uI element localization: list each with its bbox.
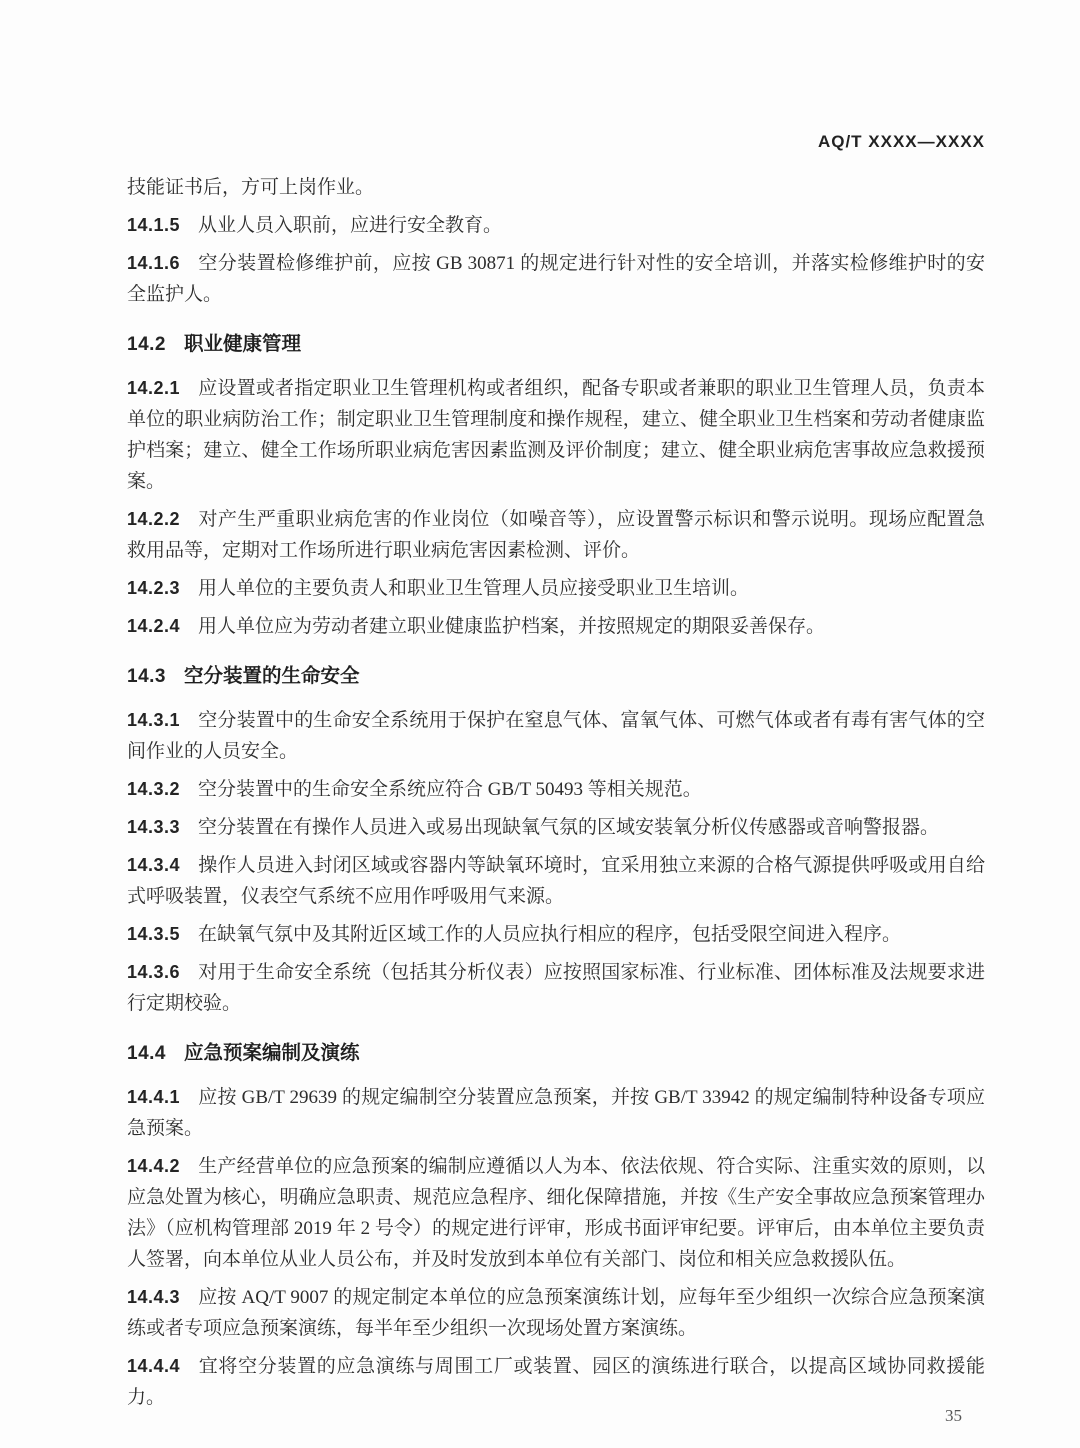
clause-text: 在缺氧气氛中及其附近区域工作的人员应执行相应的程序，包括受限空间进入程序。	[198, 924, 902, 945]
section-title: 空分装置的生命安全	[183, 665, 360, 687]
continuation-paragraph	[127, 172, 985, 203]
clause-14-3-4	[127, 850, 985, 912]
section-heading-14-4	[127, 1039, 985, 1068]
clause-number: 14.2.1	[127, 378, 181, 398]
clause-number: 14.2.2	[127, 509, 181, 529]
clause-number: 14.3.6	[127, 962, 181, 982]
clause-text: 应按 GB/T 29639 的规定编制空分装置应急预案，并按 GB/T 33942 的规定编制特种设备专项应急预案。	[127, 1087, 985, 1139]
clause-14-2-1	[127, 373, 985, 497]
clause-text: 对用于生命安全系统（包括其分析仪表）应按照国家标准、行业标准、团体标准及法规要求进行定期校验。	[127, 962, 985, 1014]
section-number: 14.3	[127, 666, 166, 687]
clause-14-4-1	[127, 1082, 985, 1144]
clause-text: 生产经营单位的应急预案的编制应遵循以人为本、依法依规、符合实际、注重实效的原则，以应急处置为核心，明确应急职责、规范应急程序、细化保障措施，并按《生产安全事故应急预案管理办法》（应机构管理部 2019 年 2 号令）的规定进行评审，形成书面评审纪要。评审后，由本单位主要负责人签署，向本单位从业人员公布，并及时发放到本单位有关部门、岗位和相关应急救援队伍。	[127, 1156, 985, 1270]
clause-14-3-1	[127, 705, 985, 767]
clause-text: 操作人员进入封闭区域或容器内等缺氧环境时，宜采用独立来源的合格气源提供呼吸或用自给式呼吸装置，仪表空气系统不应用作呼吸用气来源。	[127, 855, 985, 907]
clause-number: 14.2.4	[127, 616, 181, 636]
clause-14-2-3	[127, 573, 985, 604]
clause-number: 14.3.5	[127, 924, 181, 944]
clause-14-4-4	[127, 1351, 985, 1413]
paragraph-text: 技能证书后，方可上岗作业。	[127, 177, 375, 198]
clause-14-3-3	[127, 812, 985, 843]
clause-14-4-2	[127, 1151, 985, 1275]
clause-text: 宜将空分装置的应急演练与周围工厂或装置、园区的演练进行联合，以提高区域协同救援能力。	[127, 1356, 985, 1408]
section-title: 应急预案编制及演练	[183, 1042, 360, 1064]
clause-text: 空分装置中的生命安全系统用于保护在窒息气体、富氧气体、可燃气体或者有毒有害气体的空间作业的人员安全。	[127, 710, 985, 762]
section-title: 职业健康管理	[183, 333, 301, 355]
clause-number: 14.4.4	[127, 1356, 181, 1376]
clause-text: 空分装置在有操作人员进入或易出现缺氧气氛的区域安装氧分析仪传感器或音响警报器。	[198, 817, 940, 838]
clause-14-3-2	[127, 774, 985, 805]
clause-text: 空分装置中的生命安全系统应符合 GB/T 50493 等相关规范。	[198, 779, 702, 800]
clause-number: 14.1.6	[127, 253, 181, 273]
section-heading-14-2	[127, 330, 985, 359]
clause-number: 14.4.2	[127, 1156, 181, 1176]
clause-text: 应设置或者指定职业卫生管理机构或者组织，配备专职或者兼职的职业卫生管理人员，负责本单位的职业病防治工作；制定职业卫生管理制度和操作规程，建立、健全职业卫生档案和劳动者健康监护档案；建立、健全工作场所职业病危害因素监测及评价制度；建立、健全职业病危害事故应急救援预案。	[127, 378, 985, 492]
clause-number: 14.3.2	[127, 779, 181, 799]
section-number: 14.2	[127, 334, 166, 355]
clause-14-3-5	[127, 919, 985, 950]
clause-number: 14.1.5	[127, 215, 181, 235]
section-heading-14-3	[127, 662, 985, 691]
clause-number: 14.2.3	[127, 578, 181, 598]
doc-code-header: AQ/T XXXX—XXXX	[817, 132, 985, 151]
clause-text: 用人单位应为劳动者建立职业健康监护档案，并按照规定的期限妥善保存。	[198, 616, 826, 637]
clause-number: 14.4.3	[127, 1287, 181, 1307]
clause-text: 空分装置检修维护前，应按 GB 30871 的规定进行针对性的安全培训，并落实检修维护时的安全监护人。	[127, 253, 985, 305]
clause-number: 14.3.4	[127, 855, 181, 875]
clause-text: 从业人员入职前，应进行安全教育。	[198, 215, 503, 236]
clause-number: 14.3.3	[127, 817, 181, 837]
clause-text: 用人单位的主要负责人和职业卫生管理人员应接受职业卫生培训。	[198, 578, 750, 599]
clause-number: 14.4.1	[127, 1087, 181, 1107]
clause-text: 应按 AQ/T 9007 的规定制定本单位的应急预案演练计划，应每年至少组织一次综合应急预案演练或者专项应急预案演练，每半年至少组织一次现场处置方案演练。	[127, 1287, 985, 1339]
clause-number: 14.3.1	[127, 710, 181, 730]
clause-14-4-3	[127, 1282, 985, 1344]
clause-14-2-4	[127, 611, 985, 642]
page-number: 35	[945, 1406, 962, 1425]
section-number: 14.4	[127, 1043, 166, 1064]
document-content	[127, 132, 985, 1420]
clause-text: 对产生严重职业病危害的作业岗位（如噪音等），应设置警示标识和警示说明。现场应配置急救用品等，定期对工作场所进行职业病危害因素检测、评价。	[127, 509, 985, 561]
clause-14-2-2	[127, 504, 985, 566]
clause-14-3-6	[127, 957, 985, 1019]
clause-14-1-6	[127, 248, 985, 310]
clause-14-1-5	[127, 210, 985, 241]
